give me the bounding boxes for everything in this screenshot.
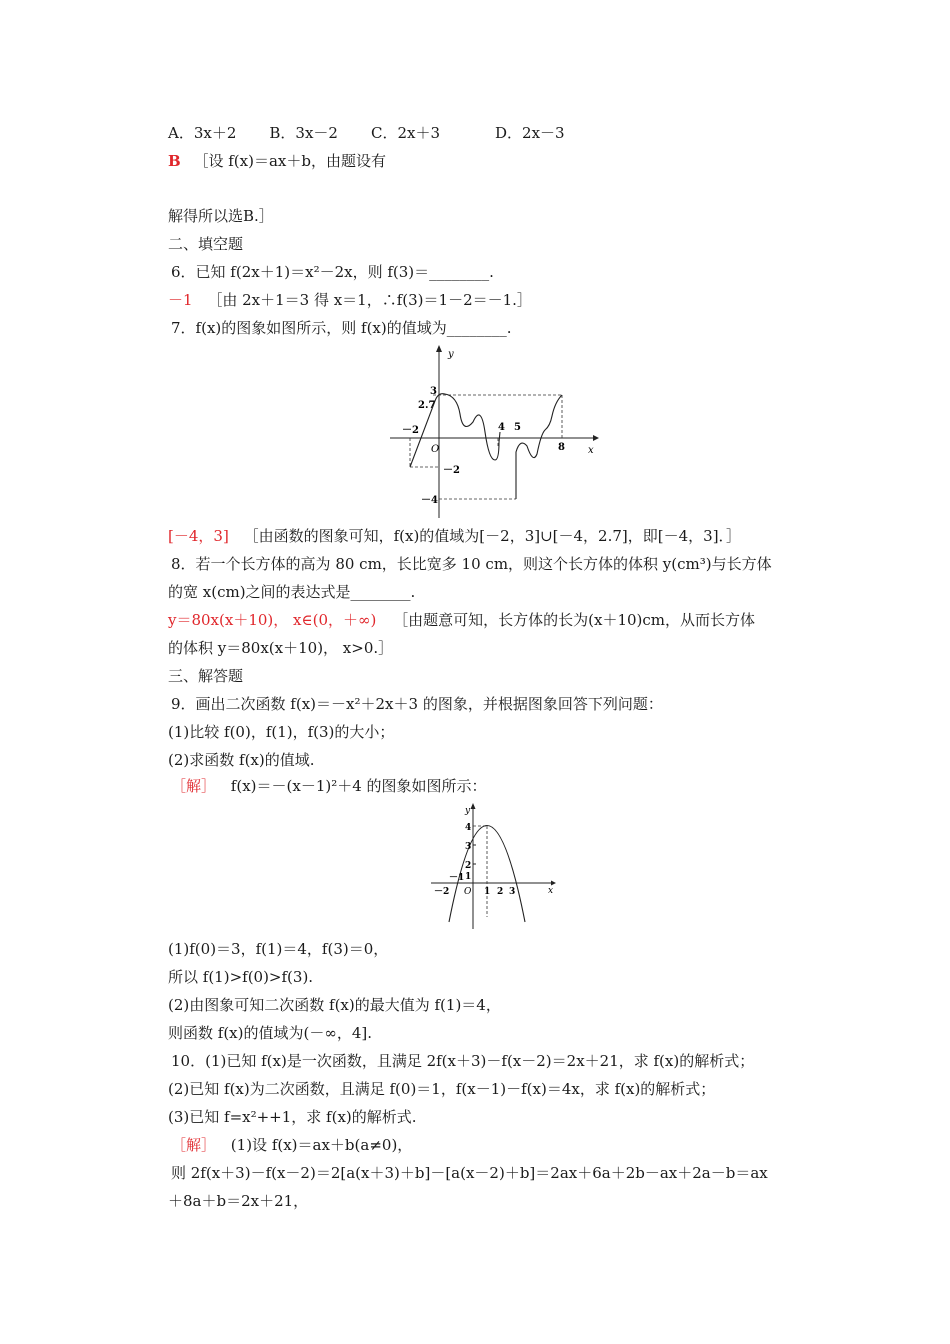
q5-option-d: D．2x－3	[495, 124, 565, 142]
q6-question: 6．已知 f(2x＋1)＝x²－2x，则 f(3)＝________.	[171, 263, 494, 281]
q9-question: 9．画出二次函数 f(x)＝－x²＋2x＋3 的图象，并根据图象回答下列问题：	[171, 695, 663, 713]
q9-solution-4: 则函数 f(x)的值域为(－∞，4].	[168, 1024, 372, 1042]
q10-solution-2: 则 2f(x＋3)－f(x－2)＝2[a(x＋3)＋b]－[a(x－2)＋b]＝2ax＋6a＋2b－ax＋2a－b＝ax	[171, 1164, 768, 1182]
y-tick-3: 3	[465, 842, 472, 852]
y-axis-arrow-icon	[436, 345, 442, 352]
q10-part1: 10．(1)已知 f(x)是一次函数，且满足 2f(x＋3)－f(x－2)＝2x＋21，求 f(x)的解析式；	[171, 1052, 755, 1070]
q6-answer: －1	[168, 291, 193, 309]
x-tick-8: 8	[558, 442, 565, 453]
q5-answer-letter: B	[168, 152, 181, 170]
q10-part3: (3)已知 f=x²++1，求 f(x)的解析式.	[168, 1108, 417, 1126]
q9-part2: (2)求函数 f(x)的值域.	[168, 751, 315, 769]
origin-label: O	[431, 444, 440, 455]
y-tick-3: 3	[430, 386, 437, 397]
q9-solution-tag: ［解］	[171, 777, 217, 795]
q9-solution-3: (2)由图象可知二次函数 f(x)的最大值为 f(1)＝4，	[168, 996, 501, 1014]
q10-part2: (2)已知 f(x)为二次函数，且满足 f(0)＝1，f(x－1)－f(x)＝4x，求 f(x)的解析式；	[168, 1080, 716, 1098]
y-axis-label: y	[465, 806, 471, 816]
x-tick-4: 4	[498, 422, 505, 433]
q7-curve-right	[516, 395, 562, 499]
q9-solution-intro-line	[171, 776, 487, 796]
q10-solution-3: ＋8a＋b＝2x＋21，	[168, 1192, 309, 1210]
q8-explanation-line2: 的体积 y＝80x(x＋10)， x>0.］	[168, 639, 394, 657]
q7-answer-line	[168, 526, 741, 546]
q5-options	[168, 123, 598, 143]
x-tick-minus-2: －2	[434, 887, 450, 897]
q8-explanation-line1: ［由题意可知，长方体的长为(x＋10)cm，从而长方体	[393, 611, 756, 629]
q9-graph	[427, 799, 559, 932]
q7-graph	[385, 342, 600, 520]
y-tick-1: 1	[465, 872, 472, 882]
x-tick-2: 2	[497, 887, 504, 897]
q7-question: 7．f(x)的图象如图所示，则 f(x)的值域为________.	[171, 319, 512, 337]
q5-solve-line: 解得所以选B.］	[168, 207, 274, 225]
q5-option-c: C．2x＋3	[370, 124, 440, 142]
y-axis-label: y	[448, 349, 454, 360]
q9-guides	[473, 826, 487, 917]
q10-solution-1: (1)设 f(x)＝ax＋b(a≠0)，	[230, 1136, 413, 1154]
x-axis-arrow-icon	[593, 435, 599, 441]
q6-answer-line	[168, 290, 532, 310]
x-tick-minus-1: －1	[449, 873, 465, 883]
q10-solution-tag: ［解］	[171, 1136, 217, 1154]
y-tick-2-7: 2.7	[418, 400, 436, 411]
q7-answer: [－4，3]	[168, 527, 229, 545]
q5-answer-text: ［设 f(x)＝ax＋b，由题设有	[193, 152, 386, 170]
y-tick-minus-4: －4	[421, 495, 438, 506]
y-tick-minus-2: －2	[443, 465, 460, 476]
q5-option-b: B．3x－2	[269, 124, 338, 142]
q9-solution-intro: f(x)＝－(x－1)²＋4 的图象如图所示：	[230, 777, 487, 795]
q10-solution-line1	[171, 1135, 412, 1155]
q5-option-a: A．3x＋2	[168, 124, 237, 142]
x-tick-5: 5	[514, 422, 521, 433]
section-title-solve: 三、解答题	[168, 667, 244, 685]
q6-explanation: ［由 2x＋1＝3 得 x＝1，∴f(3)＝1－2＝－1.］	[207, 291, 532, 309]
q9-solution-2: 所以 f(1)>f(0)>f(3).	[168, 968, 314, 986]
y-axis-arrow-icon	[471, 803, 476, 809]
y-tick-4: 4	[465, 823, 472, 833]
q9-part1: (1)比较 f(0)，f(1)，f(3)的大小；	[168, 723, 395, 741]
x-tick-minus-2: －2	[402, 425, 419, 436]
x-axis-label: x	[588, 445, 594, 456]
x-axis-label: x	[548, 886, 554, 896]
q8-answer-line	[168, 610, 755, 630]
x-axis-arrow-icon	[551, 881, 556, 886]
q9-solution-1: (1)f(0)＝3，f(1)＝4，f(3)＝0，	[168, 940, 389, 958]
x-tick-3: 3	[509, 887, 516, 897]
q5-answer	[168, 151, 386, 171]
q8-answer: y＝80x(x＋10)， x∈(0，＋∞)	[168, 611, 377, 629]
q7-explanation: ［由函数的图象可知，f(x)的值域为[－2，3]∪[－4，2.7]，即[－4，3]．］	[243, 527, 742, 545]
x-tick-1: 1	[484, 887, 491, 897]
q8-question-line2: 的宽 x(cm)之间的表达式是________.	[168, 583, 416, 601]
y-tick-2: 2	[465, 861, 472, 871]
section-title-fill-in: 二、填空题	[168, 235, 244, 253]
origin-label: O	[464, 887, 472, 897]
q8-question-line1: 8．若一个长方体的高为 80 cm，长比宽多 10 cm，则这个长方体的体积 y(cm³)与长方体	[171, 555, 772, 573]
